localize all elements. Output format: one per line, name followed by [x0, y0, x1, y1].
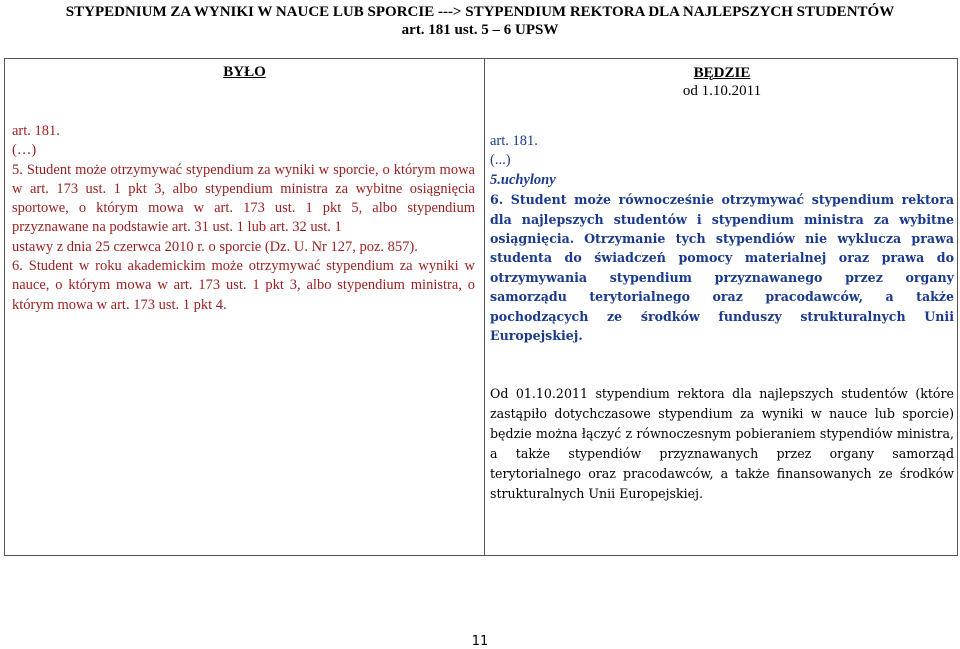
old-ellipsis: (…): [12, 142, 37, 159]
old-paragraph-5: 5. Student może otrzymywać stypendium za wyniki w sporcie, o którym mowa w art. 173 ust. 1 pkt 3, albo stypendium ministra za wybitne osiągnięcia sportowe, o którym mowa w art. 173 ust. 1 pkt 5, albo stypendium przyznawane na podstawie art. 31 ust. 1 lub art. 32 ust. 1: [12, 161, 475, 236]
document-subtitle: art. 181 ust. 5 – 6 UPSW: [401, 22, 559, 38]
before-label: BYŁO: [223, 64, 266, 80]
old-provision-text: [12, 122, 475, 315]
new-ellipsis: (...): [490, 152, 511, 169]
after-date: od 1.10.2011: [682, 83, 762, 99]
new-provision-text: [490, 132, 954, 345]
old-paragraph-6: 6. Student w roku akademickim może otrzymywać stypendium za wyniki w nauce, o którym mowa w art. 173 ust. 1 pkt 3, albo stypendium ministra, o którym mowa w art. 173 ust. 1 pkt 4.: [12, 258, 475, 313]
comparison-table: [4, 58, 958, 556]
document-title: STYPEDNIUM ZA WYNIKI W NAUCE LUB SPORCIE ---> STYPENDIUM REKTORA DLA NAJLEPSZYCH STUDENTÓW: [65, 4, 895, 20]
old-paragraph-5-end: ustawy z dnia 25 czerwca 2010 r. o sporcie (Dz. U. Nr 127, poz. 857).: [12, 238, 418, 255]
after-label: BĘDZIE: [693, 65, 751, 81]
new-paragraph-6-bold: 6. Student może równocześnie otrzymywać stypendium rektora dla najlepszych studentów i stypendium ministra za wybitne osiągnięcia.: [490, 192, 954, 247]
new-paragraph-5: 5.uchylony: [490, 171, 556, 188]
new-paragraph-6: [490, 190, 954, 345]
column-header-before: [5, 64, 484, 81]
column-divider: [484, 59, 485, 555]
new-article: art. 181.: [490, 133, 538, 149]
new-paragraph-6-rest: Otrzymanie tych stypendiów nie wyklucza prawa studenta do świadczeń pomocy materialnej oraz prawa do otrzymywania stypendium przyznawanego przez organy samorządu terytorialnego oraz pracodawców, a także pochodzących ze środków funduszy strukturalnych Unii Europejskiej.: [490, 231, 954, 344]
old-article: art. 181.: [12, 123, 60, 139]
column-header-after: [485, 64, 959, 100]
explanatory-note: Od 01.10.2011 stypendium rektora dla najlepszych studentów (które zastąpiło dotychczasowe stypendium za wyniki w nauce lub sporcie) będzie można łączyć z równoczesnym pobieraniem stypendiów ministra, a także stypendiów przyznawanych przez organy samorząd terytorialnego oraz pracodawców, a także finansowanych ze środków strukturalnych Unii Europejskiej.: [490, 386, 954, 501]
page-number: 11: [471, 634, 489, 649]
